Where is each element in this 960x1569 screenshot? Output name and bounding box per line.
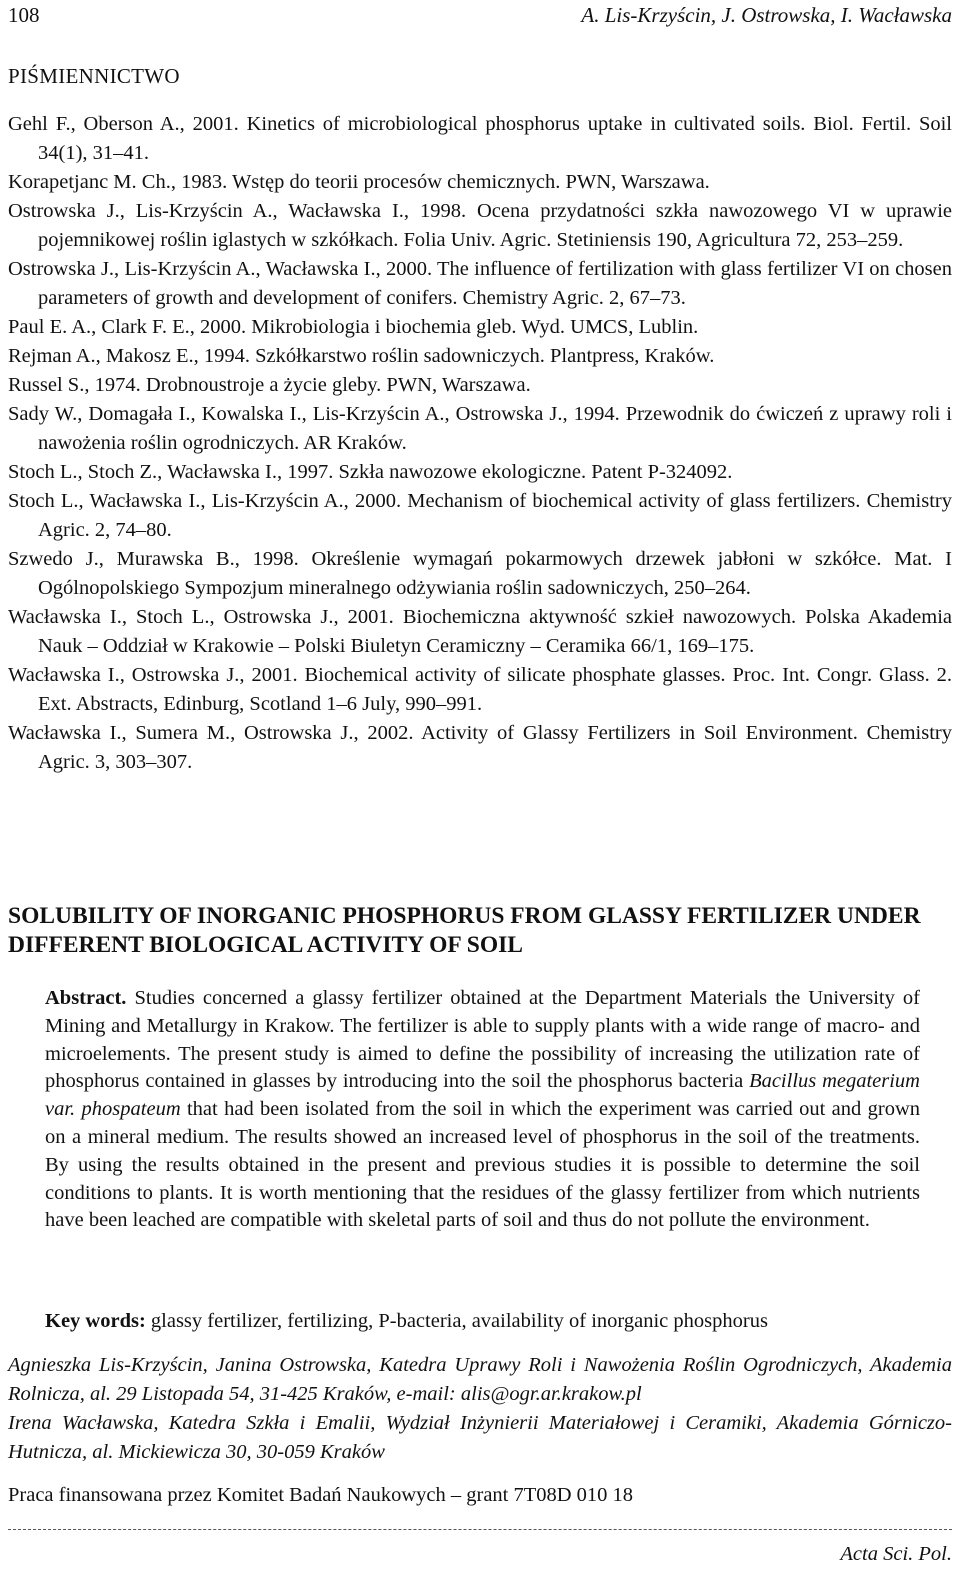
page-number: 108 bbox=[8, 3, 40, 27]
keywords-label: Key words: bbox=[45, 1310, 146, 1332]
references-heading: PIŚMIENNICTWO bbox=[8, 64, 180, 88]
abstract bbox=[45, 985, 920, 1235]
funding-note: Praca finansowana przez Komitet Badań Naukowych – grant 7T08D 010 18 bbox=[8, 1484, 634, 1506]
reference-item: Stoch L., Wacławska I., Lis-Krzyścin A., 2000. Mechanism of biochemical activity of glass fertilizers. Chemistry Agric. 2, 74–80. bbox=[8, 490, 952, 541]
reference-item: Rejman A., Makosz E., 1994. Szkółkarstwo roślin sadowniczych. Plantpress, Kraków. bbox=[8, 345, 715, 367]
reference-item: Gehl F., Oberson A., 2001. Kinetics of microbiological phosphorus uptake in cultivated soils. Biol. Fertil. Soil 34(1), 31–41. bbox=[8, 113, 952, 164]
affiliations bbox=[8, 1351, 952, 1467]
running-header bbox=[8, 0, 952, 30]
reference-item: Korapetjanc M. Ch., 1983. Wstęp do teorii procesów chemicznych. PWN, Warszawa. bbox=[8, 171, 710, 193]
abstract-species: Bacillus megaterium var. phospateum bbox=[45, 1070, 920, 1121]
reference-item: Wacławska I., Stoch L., Ostrowska J., 2001. Biochemiczna aktywność szkieł nawozowych. Polska Akademia Nauk – Oddział w Krakowie – Polski Biuletyn Ceramiczny – Ceramika 66/1, 169–175. bbox=[8, 606, 952, 657]
keywords bbox=[45, 1307, 920, 1336]
abstract-text-after: that had been isolated from the soil in which the experiment was carried out and grown on a mineral medium. The results showed an increased level of phosphorus in the soil of the treatments. By using the results obtained in the present and previous studies it is possible to determine the soil conditions to plants. It is worth mentioning that the residues of the glassy fertilizer from which nutrients have been leached are compatible with skeletal parts of soil and thus do not pollute the environment. bbox=[45, 1098, 920, 1232]
reference-item: Ostrowska J., Lis-Krzyścin A., Wacławska I., 2000. The influence of fertilization with glass fertilizer VI on chosen parameters of growth and development of conifers. Chemistry Agric. 2, 67–73. bbox=[8, 258, 952, 309]
keywords-text: glassy fertilizer, fertilizing, P-bacteria, availability of inorganic phosphorus bbox=[145, 1310, 768, 1332]
reference-item: Sady W., Domagała I., Kowalska I., Lis-Krzyścin A., Ostrowska J., 1994. Przewodnik do ćwiczeń z uprawy roli i nawożenia roślin ogrodniczych. AR Kraków. bbox=[8, 403, 952, 454]
english-title: SOLUBILITY OF INORGANIC PHOSPHORUS FROM GLASSY FERTILIZER UNDER DIFFERENT BIOLOGICAL ACTIVITY OF SOIL bbox=[8, 903, 921, 958]
reference-item: Stoch L., Stoch Z., Wacławska I., 1997. Szkła nawozowe ekologiczne. Patent P-324092. bbox=[8, 461, 733, 483]
running-header-authors: A. Lis-Krzyścin, J. Ostrowska, I. Wacławska bbox=[581, 3, 952, 27]
journal-footer: Acta Sci. Pol. bbox=[840, 1543, 952, 1565]
reference-item: Russel S., 1974. Drobnoustroje a życie gleby. PWN, Warszawa. bbox=[8, 374, 531, 396]
abstract-label: Abstract. bbox=[45, 987, 127, 1009]
reference-item: Szwedo J., Murawska B., 1998. Określenie wymagań pokarmowych drzewek jabłoni w szkółce. Mat. I Ogólnopolskiego Sympozjum mineralnego odżywiania roślin sadowniczych, 250–264. bbox=[8, 548, 952, 599]
affiliation-item: Irena Wacławska, Katedra Szkła i Emalii, Wydział Inżynierii Materiałowej i Ceramiki, Akademia Górniczo-Hutnicza, al. Mickiewicza 30, 30-059 Kraków bbox=[8, 1412, 952, 1463]
reference-item: Wacławska I., Sumera M., Ostrowska J., 2002. Activity of Glassy Fertilizers in Soil Environment. Chemistry Agric. 3, 303–307. bbox=[8, 722, 952, 773]
footer-divider bbox=[8, 1529, 952, 1530]
reference-item: Wacławska I., Ostrowska J., 2001. Biochemical activity of silicate phosphate glasses. Proc. Int. Congr. Glass. 2. Ext. Abstracts, Edinburg, Scotland 1–6 July, 990–991. bbox=[8, 664, 952, 715]
abstract-text-before: Studies concerned a glassy fertilizer obtained at the Department Materials the University of Mining and Metallurgy in Krakow. The fertilizer is able to supply plants with a wide range of macro- and microelements. The present study is aimed to define the possibility of increasing the utilization rate of phosphorus contained in glasses by introducing into the soil the phosphorus bacteria bbox=[45, 987, 920, 1093]
affiliation-item: Agnieszka Lis-Krzyścin, Janina Ostrowska, Katedra Uprawy Roli i Nawożenia Roślin Ogrodniczych, Akademia Rolnicza, al. 29 Listopada 54, 31-425 Kraków, e-mail: alis@ogr.ar.krakow.pl bbox=[8, 1354, 952, 1405]
reference-list bbox=[8, 110, 952, 777]
reference-item: Paul E. A., Clark F. E., 2000. Mikrobiologia i biochemia gleb. Wyd. UMCS, Lublin. bbox=[8, 316, 699, 338]
reference-item: Ostrowska J., Lis-Krzyścin A., Wacławska I., 1998. Ocena przydatności szkła nawozowego VI w uprawie pojemnikowej roślin iglastych w szkółkach. Folia Univ. Agric. Stetiniensis 190, Agricultura 72, 253–259. bbox=[8, 200, 952, 251]
